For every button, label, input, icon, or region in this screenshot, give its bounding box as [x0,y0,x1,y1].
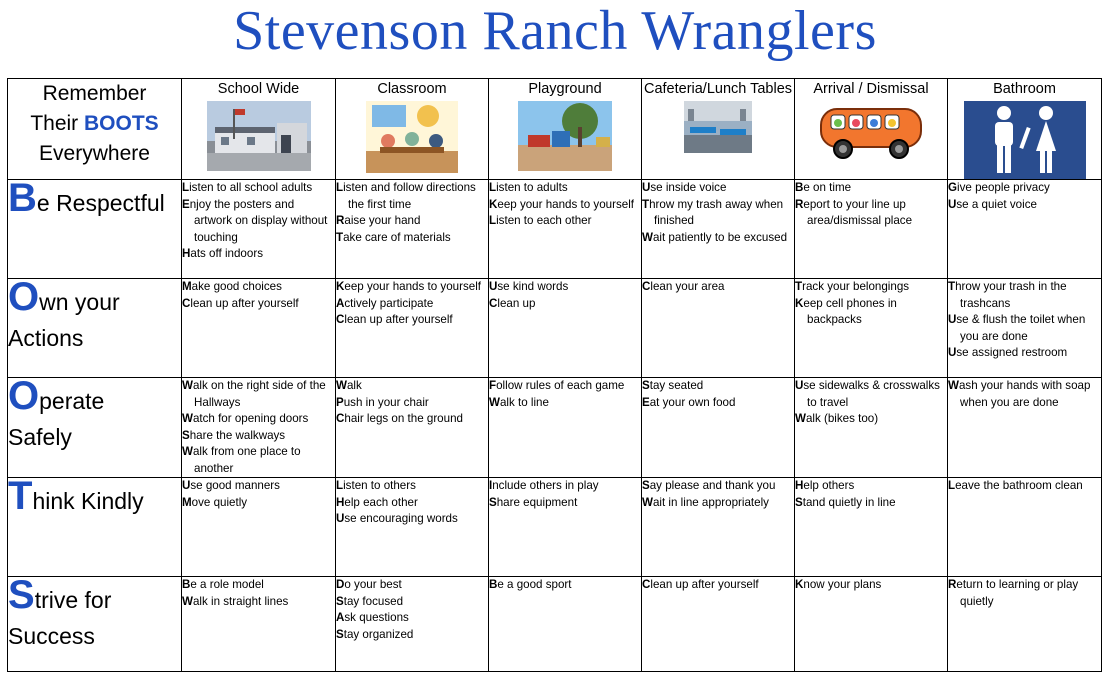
item-initial: S [182,428,190,442]
row-think-kindly [8,478,1102,577]
item-initial: W [948,379,959,392]
item-text: isten and follow directions the first time [343,181,476,211]
row-initial: O [8,275,40,319]
row-header [8,374,182,478]
cell [948,378,1102,478]
item-initial: W [489,395,500,409]
item-initial: S [642,379,650,392]
item-text: ake care of materials [343,230,451,244]
corner-line-2-prefix: Their [30,112,84,135]
item-text: se sidewalks & crosswalks to travel [803,379,940,409]
item-text: ake good choices [191,280,282,293]
expectation-item [795,180,947,197]
expectation-item [336,213,488,230]
item-initial: G [948,181,958,194]
cell [336,279,489,378]
expectation-item [642,395,794,412]
expectation-item [489,495,641,512]
item-text: ay please and thank you [649,479,776,492]
item-text: se & flush the toilet when you are done [956,313,1086,343]
expectation-item [336,312,488,329]
item-text: se encouraging words [344,512,458,525]
item-text: ash your hands with soap when you are done [958,379,1091,409]
row-header [8,275,182,378]
item-initial: S [795,495,803,509]
item-text: lean up [497,296,536,310]
cell [642,378,795,478]
item-initial: L [336,181,344,194]
item-initial: K [795,296,804,310]
corner-line-3: Everywhere [39,142,150,165]
item-text: hare the walkways [189,428,286,442]
expectation-item [948,478,1101,495]
cell [948,279,1102,378]
row-header [8,573,182,672]
expectation-item [182,296,335,313]
row-be-respectful [8,180,1102,279]
item-initial: L [182,181,190,194]
cell [795,378,948,478]
row-title-part-1: trive for [34,587,112,613]
expectation-item [948,312,1101,345]
cell [182,180,336,279]
row-title-part-1: perate [39,388,105,414]
item-text: e on time [803,181,852,194]
expectation-item [336,594,488,611]
expectation-item [336,279,488,296]
cell [948,478,1102,577]
item-initial: B [795,181,804,194]
item-initial: U [182,479,191,492]
expectation-item [182,478,335,495]
item-text: hare equipment [496,495,578,509]
expectation-item [182,577,335,594]
expectation-item [948,197,1101,214]
column-header-playground [489,79,642,180]
item-text: at your own food [649,395,736,409]
item-text: lean up after yourself [650,578,759,591]
corner-line-2 [8,109,181,139]
item-text: ctively participate [344,296,434,310]
cell [642,180,795,279]
item-text: e a role model [190,578,264,591]
item-initial: C [182,296,191,310]
playground-photo [518,101,612,171]
item-text: hrow my trash away when finished [649,197,784,227]
row-operate-safely [8,378,1102,478]
expectation-item [336,577,488,594]
item-text: ait patiently to be excused [652,230,788,244]
item-initial: U [336,512,345,525]
expectation-item [182,246,335,263]
item-text: alk (bikes too) [805,412,879,425]
expectation-item [336,180,488,213]
item-text: eep your hands to yourself [497,197,635,211]
item-initial: L [948,479,956,492]
cell [489,279,642,378]
item-text: nclude others in play [492,479,599,492]
column-header-arrival-dismissal [795,79,948,180]
expectation-item [336,627,488,644]
item-initial: K [489,197,498,211]
corner-line-1: Remember [42,82,147,105]
item-initial: L [489,214,497,227]
item-initial: W [795,412,806,425]
expectation-item [182,197,335,247]
item-initial: U [948,313,957,326]
row-own-your-actions [8,279,1102,378]
item-text: sk questions [344,611,409,624]
cell [336,180,489,279]
item-text: eep cell phones in backpacks [803,296,897,326]
item-initial: H [795,479,804,492]
item-initial: K [795,578,804,591]
item-text: atch for opening doors [192,412,309,425]
item-initial: L [336,479,344,492]
item-initial: H [182,247,191,260]
item-initial: T [795,280,803,293]
expectation-item [182,428,335,445]
item-initial: C [642,280,651,293]
item-initial: S [336,594,344,608]
expectation-item [489,180,641,197]
column-header-cafeteria [642,79,795,180]
item-initial: T [642,197,650,211]
item-text: tay seated [649,379,704,392]
expectation-item [182,495,335,512]
item-text: alk to line [499,395,549,409]
row-initial: O [8,374,40,418]
expectation-item [642,495,794,512]
item-initial: W [642,495,653,509]
cell [182,478,336,577]
expectation-item [795,577,947,594]
item-text: eep your hands to yourself [344,280,482,293]
expectation-item [795,296,947,329]
item-initial: R [948,578,957,591]
header-row [8,79,1102,180]
item-text: elp each other [344,495,418,509]
cell [336,378,489,478]
item-text: njoy the posters and artwork on display without touching [189,197,328,244]
expectation-item [948,279,1101,312]
item-text: isten to adults [496,181,568,194]
cell [489,378,642,478]
column-label: Playground [528,81,602,97]
expectation-item [489,296,641,313]
item-text: tay focused [343,594,404,608]
expectation-item [336,296,488,313]
item-initial: R [336,214,345,227]
expectation-item [336,610,488,627]
expectation-item [642,230,794,247]
cell [642,577,795,672]
expectation-item [182,180,335,197]
item-initial: M [182,280,192,293]
boots-heading [8,79,182,180]
cell [489,577,642,672]
item-initial: P [336,395,344,409]
expectation-item [336,495,488,512]
expectation-item [182,279,335,296]
item-initial: A [336,611,345,624]
item-text: hrow your trash in the trashcans [955,280,1067,310]
item-initial: W [182,379,193,392]
item-text: eport to your line up area/dismissal place [803,197,913,227]
expectation-item [642,197,794,230]
column-header-school-wide [182,79,336,180]
expectation-item [948,577,1101,610]
expectation-item [489,197,641,214]
item-text: se assigned restroom [956,346,1068,359]
item-initial: R [795,197,804,211]
column-label: School Wide [217,81,300,97]
expectation-item [489,213,641,230]
item-initial: C [642,578,651,591]
cell [182,577,336,672]
item-text: now your plans [803,578,882,591]
row-initial: B [8,176,37,220]
item-text: ush in your chair [343,395,429,409]
cell [642,279,795,378]
row-strive-for-success [8,577,1102,672]
item-initial: L [489,181,497,194]
expectation-item [642,478,794,495]
item-initial: T [336,230,344,244]
boots-acronym: BOOTS [84,112,159,135]
cell [795,577,948,672]
item-text: ove quietly [191,495,248,509]
cell [948,577,1102,672]
item-text: isten to all school adults [189,181,313,194]
item-initial: M [182,495,192,509]
item-initial: B [489,578,498,591]
item-text: lean up after yourself [344,313,453,326]
expectation-item [489,279,641,296]
restroom-sign-icon [964,101,1086,179]
row-initial: S [8,573,35,617]
page-title: Stevenson Ranch Wranglers [233,0,877,62]
expectation-item [948,378,1101,411]
column-label: Bathroom [993,81,1056,97]
item-initial: U [642,181,651,194]
expectation-item [948,345,1101,362]
item-text: lean your area [650,280,725,293]
column-label: Classroom [377,81,447,97]
item-initial: K [336,280,345,293]
item-initial: U [489,280,498,293]
expectation-item [336,395,488,412]
expectation-item [336,230,488,247]
item-initial: W [642,230,653,244]
item-text: tand quietly in line [802,495,896,509]
item-text: aise your hand [344,214,421,227]
expectation-item [336,411,488,428]
row-header [8,176,182,279]
expectation-item [489,395,641,412]
item-initial: W [182,594,193,608]
item-text: eturn to learning or play quietly [956,578,1079,608]
cell [182,279,336,378]
cell [795,478,948,577]
cell [336,577,489,672]
item-text: se good manners [190,479,280,492]
item-initial: U [795,379,804,392]
expectation-item [336,478,488,495]
item-text: isten to others [343,479,416,492]
cell [489,478,642,577]
item-initial: T [948,280,956,293]
cell [642,478,795,577]
item-initial: C [336,412,345,425]
expectation-item [795,378,947,411]
item-initial: S [642,479,650,492]
row-header [8,474,182,577]
expectation-item [182,411,335,428]
item-text: isten to each other [496,214,592,227]
expectation-item [642,180,794,197]
item-text: alk [346,379,362,392]
expectation-item [948,180,1101,197]
item-text: hair legs on the ground [344,412,463,425]
cell [795,279,948,378]
expectation-item [182,594,335,611]
cell [489,180,642,279]
expectation-item [489,478,641,495]
item-initial: A [336,296,345,310]
row-title-part-2: Actions [8,325,84,351]
lunch-tables-photo [684,101,752,153]
column-label: Arrival / Dismissal [813,81,929,97]
row-title-part-1: hink Kindly [32,488,144,514]
item-initial: B [182,578,191,591]
expectation-item [336,511,488,528]
item-text: elp others [803,479,855,492]
item-text: alk on the right side of the Hallways [192,379,326,409]
item-initial: I [489,479,493,492]
expectation-item [795,279,947,296]
item-initial: H [336,495,345,509]
item-text: ive people privacy [957,181,1050,194]
item-initial: F [489,379,497,392]
expectation-item [795,197,947,230]
item-text: lean up after yourself [190,296,299,310]
column-label: Cafeteria/Lunch Tables [643,81,793,97]
expectation-item [182,444,335,477]
item-text: rack your belongings [802,280,910,293]
expectation-item [642,279,794,296]
item-text: ats off indoors [190,247,263,260]
expectation-item [795,411,947,428]
item-initial: W [336,379,347,392]
cell [182,378,336,478]
item-text: alk from one place to another [192,445,301,475]
row-initial: T [8,474,33,518]
item-initial: S [336,627,344,641]
item-text: ollow rules of each game [496,379,625,392]
row-title-part-1: wn your [39,289,120,315]
column-header-bathroom [948,79,1102,180]
item-initial: U [948,346,957,359]
item-initial: E [642,395,650,409]
expectation-item [642,577,794,594]
expectation-item [795,478,947,495]
item-initial: W [182,445,193,458]
item-initial: S [489,495,497,509]
expectation-item [336,378,488,395]
expectation-item [795,495,947,512]
item-text: se inside voice [650,181,727,194]
row-title-part-1: e Respectful [36,190,165,216]
item-text: eave the bathroom clean [955,479,1083,492]
item-text: ait in line appropriately [652,495,769,509]
item-text: o your best [344,578,402,591]
item-text: alk in straight lines [192,594,289,608]
item-initial: C [336,313,345,326]
item-initial: U [948,197,957,211]
row-title-part-2: Safely [8,424,72,450]
expectation-item [489,378,641,395]
item-initial: E [182,197,190,211]
cell [948,180,1102,279]
item-text: e a good sport [497,578,572,591]
cell [336,478,489,577]
item-initial: C [489,296,498,310]
item-initial: W [182,412,193,425]
expectations-matrix [7,78,1102,672]
item-text: tay organized [343,627,414,641]
row-title-part-2: Success [8,623,95,649]
expectation-item [642,378,794,395]
cell [795,180,948,279]
classroom-photo [366,101,458,173]
school-bus-icon [815,101,927,165]
item-text: se a quiet voice [956,197,1037,211]
expectation-item [489,577,641,594]
item-text: se kind words [497,280,569,293]
school-building-photo [207,101,311,171]
item-initial: D [336,578,345,591]
column-header-classroom [336,79,489,180]
expectation-item [182,378,335,411]
